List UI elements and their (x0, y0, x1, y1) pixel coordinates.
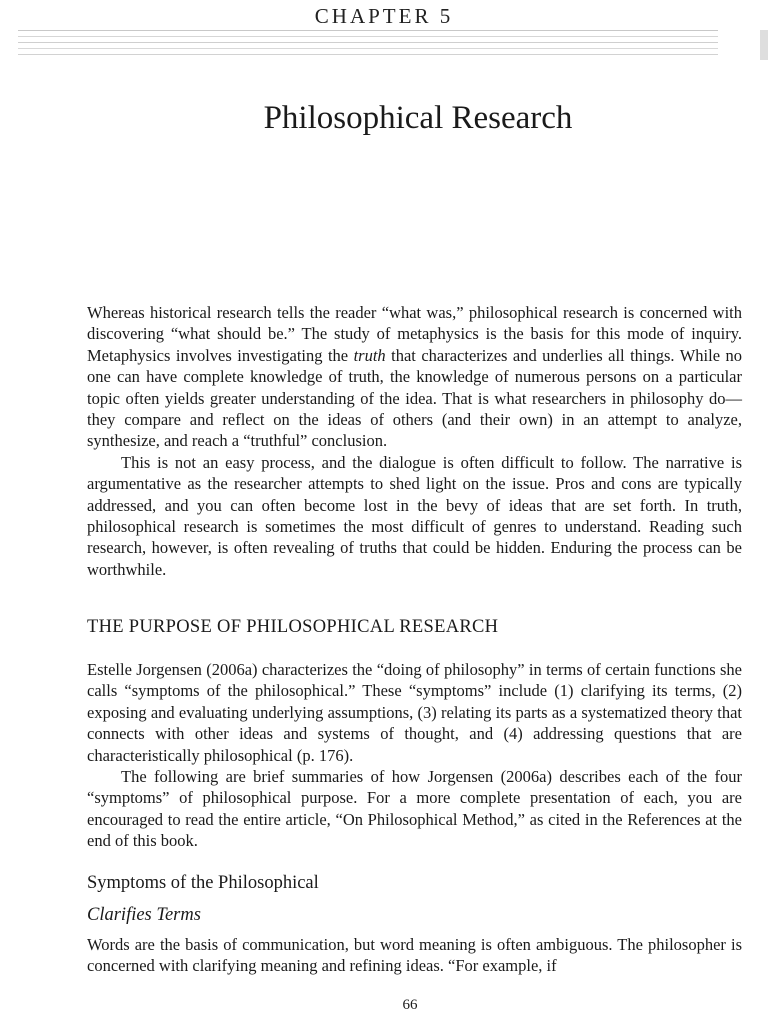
header-rule (18, 36, 718, 37)
purpose-paragraph-2: The following are brief summaries of how Jorgensen (2006a) describes each of the four “symptoms” of philosophical purpose. For a more complete presentation of each, you are encouraged to read the entire article, “On Philosophical Method,” as cited in the References at the end of this book. (87, 767, 742, 851)
text-run: that characterizes and underlies all things. While no one can have complete knowledge of truth, the knowledge of numerous persons on a particular topic often yields greater understanding of the idea. That is what researchers in philosophy do—they compare and reflect on the ideas of others (and their own) in an attempt to analyze, synthesize, and reach a “truthful” conclusion. (87, 345, 742, 451)
section-heading: THE PURPOSE OF PHILOSOPHICAL RESEARCH (87, 617, 499, 637)
page-edge-shadow (760, 30, 768, 60)
intro-paragraph-2: This is not an easy process, and the dialogue is often difficult to follow. The narrative is argumentative as the researcher attempts to shed light on the issue. Pros and cons are typically addressed, and you can often become lost in the bevy of ideas that are set forth. In truth, philosophical research is sometimes the most difficult of genres to understand. Reading such research, however, is often revealing of truths that could be hidden. Enduring the process can be worthwhile. (87, 452, 742, 579)
emphasized-word: truth (353, 345, 386, 365)
clarifies-text (87, 934, 742, 977)
header-rule (18, 54, 718, 55)
intro-paragraph-1 (87, 302, 742, 452)
intro-text (87, 302, 742, 580)
clarifies-paragraph: Words are the basis of communication, but word meaning is often ambiguous. The philosopher is concerned with clarifying meaning and refining ideas. “For example, if (87, 935, 742, 976)
header-rule (18, 42, 718, 43)
chapter-title: Philosophical Research (263, 100, 573, 136)
page-number: 66 (402, 997, 418, 1013)
subsection-heading: Symptoms of the Philosophical (87, 873, 319, 893)
header-rule (18, 48, 718, 49)
header-rule (18, 30, 718, 31)
chapter-label: CHAPTER 5 (314, 4, 454, 28)
header-rule-band (18, 30, 718, 60)
subsubsection-heading: Clarifies Terms (87, 905, 201, 925)
purpose-paragraph-1: Estelle Jorgensen (2006a) characterizes the “doing of philosophy” in terms of certain functions she calls “symptoms of the philosophical.” These “symptoms” include (1) clarifying its terms, (2) exposing and evaluating underlying assumptions, (3) relating its parts as a systematized theory that connects with other ideas and systems of thought, and (4) addressing questions that are characteristically philosophical (p. 176). (87, 660, 742, 765)
text-run: Whereas historical research tells the reader “what was,” philosophical research is concerned with discovering “what should be.” The study of metaphysics is the basis for this mode of inquiry. Metaphysics involves investigating the (87, 303, 742, 365)
purpose-text (87, 659, 742, 852)
